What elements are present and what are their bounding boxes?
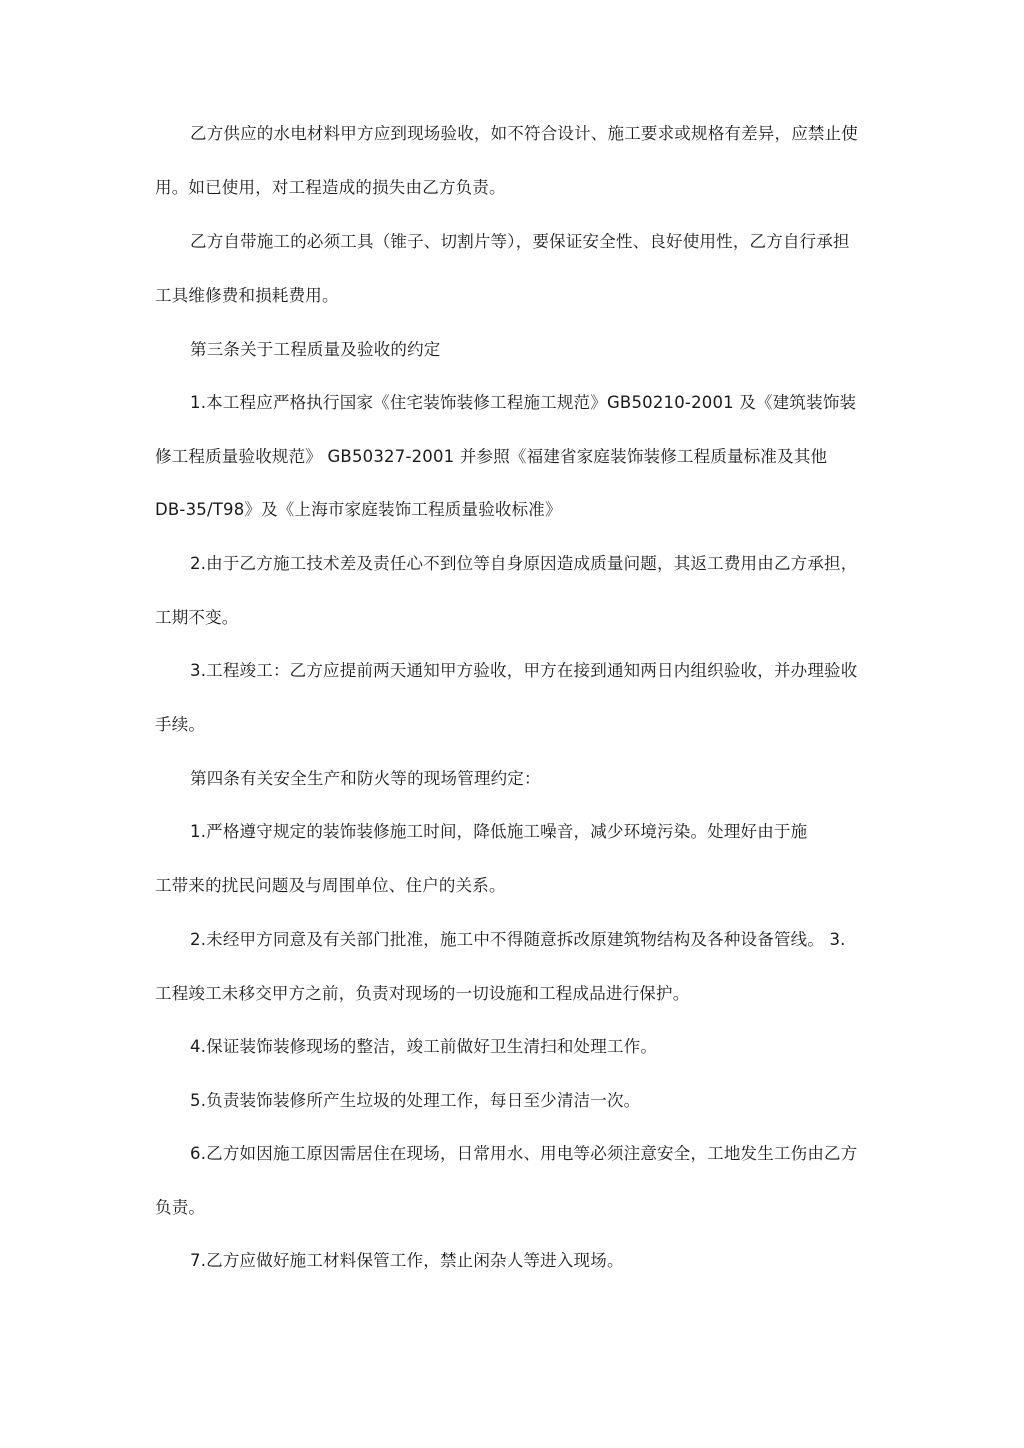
text-line: 工带来的扰民问题及与周围单位、住户的关系。 bbox=[155, 876, 506, 895]
text-line: 用。如已使用，对工程造成的损失由乙方负责。 bbox=[155, 178, 506, 197]
text-line: 2.未经甲方同意及有关部门批准，施工中不得随意拆改原建筑物结构及各种设备管线。 3. bbox=[190, 930, 846, 949]
section-heading: 第四条有关安全生产和防火等的现场管理约定： bbox=[190, 769, 541, 788]
text-line: 工程竣工未移交甲方之前，负责对现场的一切设施和工程成品进行保护。 bbox=[155, 984, 690, 1003]
text-line: 工具维修费和损耗费用。 bbox=[155, 286, 339, 305]
text-line: 4.保证装饰装修现场的整洁，竣工前做好卫生清扫和处理工作。 bbox=[190, 1037, 658, 1056]
text-line: 手续。 bbox=[155, 715, 206, 734]
section-heading: 第三条关于工程质量及验收的约定 bbox=[190, 340, 441, 359]
text-line: DB-35/T98》及《上海市家庭装饰工程质量验收标准》 bbox=[155, 500, 562, 519]
text-line: 负责。 bbox=[155, 1198, 206, 1217]
text-line: 乙方自带施工的必须工具（锥子、切割片等），要保证安全性、良好使用性，乙方自行承担 bbox=[190, 232, 850, 251]
text-line: 6.乙方如因施工原因需居住在现场，日常用水、用电等必须注意安全，工地发生工伤由乙方 bbox=[190, 1144, 858, 1163]
text-line: 1.本工程应严格执行国家《住宅装饰装修工程施工规范》GB50210-2001 及《建筑装饰装 bbox=[190, 393, 857, 412]
text-line: 1.严格遵守规定的装饰装修施工时间，降低施工噪音，减少环境污染。处理好由于施 bbox=[190, 822, 808, 841]
text-line: 工期不变。 bbox=[155, 608, 239, 627]
text-line: 3.工程竣工：乙方应提前两天通知甲方验收，甲方在接到通知两日内组织验收，并办理验收 bbox=[190, 661, 858, 680]
text-line: 5.负责装饰装修所产生垃圾的处理工作，每日至少清洁一次。 bbox=[190, 1091, 641, 1110]
text-line: 7.乙方应做好施工材料保管工作，禁止闲杂人等进入现场。 bbox=[190, 1251, 624, 1270]
text-line: 2.由于乙方施工技术差及责任心不到位等自身原因造成质量问题，其返工费用由乙方承担， bbox=[190, 554, 858, 573]
text-line: 修工程质量验收规范》 GB50327-2001 并参照《福建省家庭装饰装修工程质量标准及其他 bbox=[155, 447, 828, 466]
text-line: 乙方供应的水电材料甲方应到现场验收，如不符合设计、施工要求或规格有差异，应禁止使 bbox=[190, 124, 858, 143]
